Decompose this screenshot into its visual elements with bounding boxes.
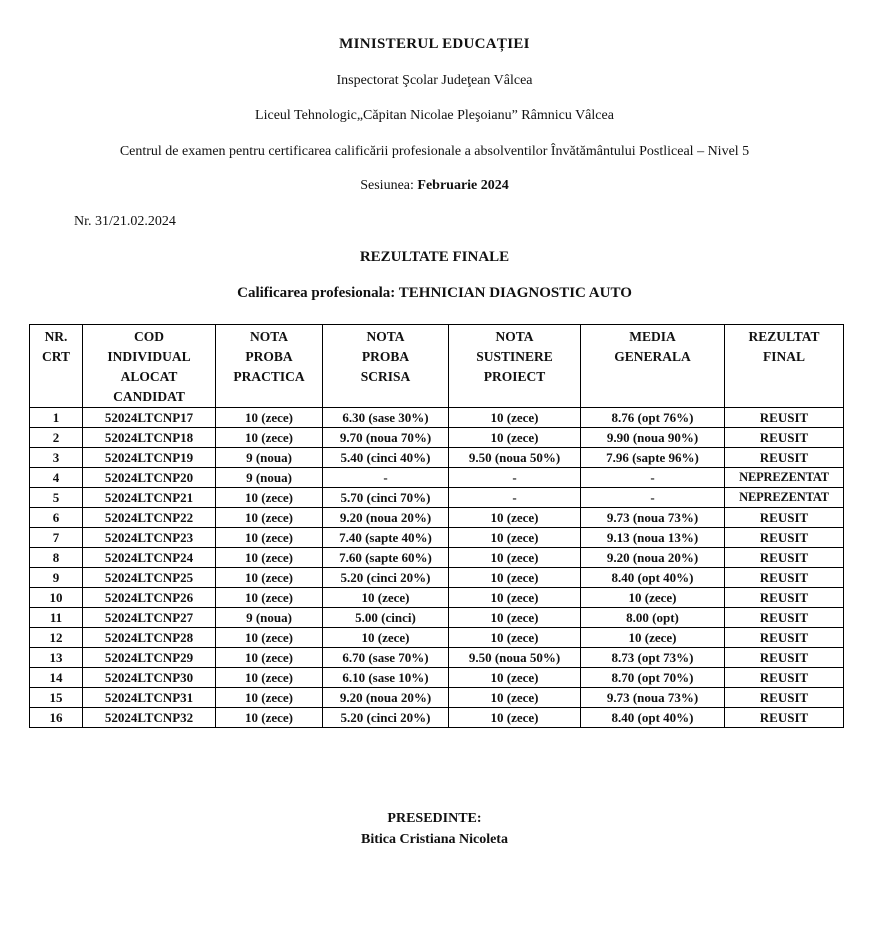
cell-nota-scrisa: 9.20 (noua 20%): [323, 688, 449, 708]
cell-media: 8.40 (opt 40%): [581, 568, 725, 588]
cell-nota-scrisa: 5.20 (cinci 20%): [323, 708, 449, 728]
cell-media: -: [581, 488, 725, 508]
cell-media: 9.90 (noua 90%): [581, 428, 725, 448]
cell-nota-proiect: 10 (zece): [449, 668, 581, 688]
col-nota-proiect-header: [449, 325, 581, 408]
col-nr-crt-header: [30, 325, 83, 408]
cell-nota-practica: 9 (noua): [216, 448, 323, 468]
cell-nota-proiect: 9.50 (noua 50%): [449, 648, 581, 668]
table-row: [30, 448, 844, 468]
cell-nota-scrisa: 6.30 (sase 30%): [323, 408, 449, 428]
header-line: PROIECT: [483, 369, 546, 384]
cell-nota-scrisa: 5.00 (cinci): [323, 608, 449, 628]
cell-nr: 12: [30, 628, 83, 648]
cell-nota-practica: 10 (zece): [216, 488, 323, 508]
cell-media: 8.76 (opt 76%): [581, 408, 725, 428]
table-row: [30, 648, 844, 668]
cell-cod: 52024LTCNP31: [83, 688, 216, 708]
cell-nota-proiect: 10 (zece): [449, 568, 581, 588]
header-line: NOTA: [495, 329, 534, 344]
table-row: [30, 428, 844, 448]
cell-nota-proiect: 10 (zece): [449, 628, 581, 648]
cell-media: 10 (zece): [581, 628, 725, 648]
cell-nota-scrisa: 9.70 (noua 70%): [323, 428, 449, 448]
school-name: Liceul Tehnologic„Căpitan Nicolae Pleşoianu” Râmnicu Vâlcea: [255, 108, 614, 123]
cell-rezultat: REUSIT: [725, 688, 844, 708]
header-line: INDIVIDUAL: [107, 349, 191, 364]
cell-rezultat: REUSIT: [725, 528, 844, 548]
cell-rezultat: REUSIT: [725, 508, 844, 528]
cell-nota-proiect: 10 (zece): [449, 548, 581, 568]
cell-cod: 52024LTCNP29: [83, 648, 216, 668]
cell-cod: 52024LTCNP27: [83, 608, 216, 628]
cell-nr: 15: [30, 688, 83, 708]
cell-media: 9.73 (noua 73%): [581, 508, 725, 528]
table-row: [30, 568, 844, 588]
qualification-line: Calificarea profesionala: TEHNICIAN DIAGNOSTIC AUTO: [237, 285, 632, 301]
cell-nr: 8: [30, 548, 83, 568]
col-media-generala-header: [581, 325, 725, 408]
cell-nr: 14: [30, 668, 83, 688]
cell-rezultat: REUSIT: [725, 648, 844, 668]
cell-nr: 11: [30, 608, 83, 628]
table-row: [30, 608, 844, 628]
cell-cod: 52024LTCNP18: [83, 428, 216, 448]
cell-nota-scrisa: 5.40 (cinci 40%): [323, 448, 449, 468]
col-nota-practica-header: [216, 325, 323, 408]
cell-media: 9.73 (noua 73%): [581, 688, 725, 708]
cell-nota-proiect: -: [449, 488, 581, 508]
cell-cod: 52024LTCNP24: [83, 548, 216, 568]
header-line: PROBA: [361, 349, 410, 364]
cell-cod: 52024LTCNP25: [83, 568, 216, 588]
cell-nr: 16: [30, 708, 83, 728]
registration-number: Nr. 31/21.02.2024: [74, 214, 176, 229]
cell-cod: 52024LTCNP23: [83, 528, 216, 548]
cell-rezultat: REUSIT: [725, 548, 844, 568]
cell-cod: 52024LTCNP22: [83, 508, 216, 528]
cell-rezultat: REUSIT: [725, 668, 844, 688]
cell-rezultat: NEPREZENTAT: [725, 468, 844, 488]
cell-nota-proiect: 10 (zece): [449, 508, 581, 528]
header-line: GENERALA: [614, 349, 691, 364]
cell-rezultat: REUSIT: [725, 428, 844, 448]
cell-nota-proiect: -: [449, 468, 581, 488]
header-line: SCRISA: [360, 369, 411, 384]
header-line: COD: [134, 329, 164, 344]
cell-nota-scrisa: 10 (zece): [323, 628, 449, 648]
cell-cod: 52024LTCNP28: [83, 628, 216, 648]
cell-nota-practica: 10 (zece): [216, 508, 323, 528]
cell-nota-scrisa: 7.40 (sapte 40%): [323, 528, 449, 548]
cell-nr: 5: [30, 488, 83, 508]
cell-nota-proiect: 10 (zece): [449, 408, 581, 428]
table-row: [30, 688, 844, 708]
cell-rezultat: NEPREZENTAT: [725, 488, 844, 508]
cell-nota-scrisa: 6.70 (sase 70%): [323, 648, 449, 668]
cell-rezultat: REUSIT: [725, 448, 844, 468]
cell-nota-scrisa: -: [323, 468, 449, 488]
col-rezultat-final-header: [725, 325, 844, 408]
cell-nota-scrisa: 9.20 (noua 20%): [323, 508, 449, 528]
cell-nota-practica: 10 (zece): [216, 408, 323, 428]
table-row: [30, 668, 844, 688]
cell-nota-practica: 10 (zece): [216, 628, 323, 648]
col-cod-candidat-header: [83, 325, 216, 408]
session-label: Sesiunea:: [360, 178, 414, 193]
cell-nota-scrisa: 5.70 (cinci 70%): [323, 488, 449, 508]
cell-nr: 2: [30, 428, 83, 448]
cell-media: 7.96 (sapte 96%): [581, 448, 725, 468]
table-row: [30, 708, 844, 728]
cell-nr: 10: [30, 588, 83, 608]
cell-rezultat: REUSIT: [725, 588, 844, 608]
cell-media: -: [581, 468, 725, 488]
cell-nr: 4: [30, 468, 83, 488]
table-body: [30, 408, 844, 728]
cell-nota-practica: 10 (zece): [216, 668, 323, 688]
table-row: [30, 468, 844, 488]
cell-nota-scrisa: 5.20 (cinci 20%): [323, 568, 449, 588]
president-label: PRESEDINTE:: [387, 811, 482, 826]
session-line: [0, 178, 869, 194]
table-row: [30, 488, 844, 508]
cell-media: 8.00 (opt): [581, 608, 725, 628]
ministry-name: MINISTERUL EDUCAȚIEI: [339, 36, 530, 52]
header-line: PRACTICA: [233, 369, 305, 384]
cell-rezultat: REUSIT: [725, 628, 844, 648]
exam-center-name: Centrul de examen pentru certificarea calificării profesionale a absolventilor Învătământului Postliceal – Nivel 5: [119, 144, 750, 159]
cell-cod: 52024LTCNP20: [83, 468, 216, 488]
header-line: ALOCAT: [120, 369, 178, 384]
cell-media: 8.73 (opt 73%): [581, 648, 725, 668]
cell-media: 9.13 (noua 13%): [581, 528, 725, 548]
table-row: [30, 588, 844, 608]
header-line: REZULTAT: [748, 329, 820, 344]
cell-cod: 52024LTCNP30: [83, 668, 216, 688]
cell-nota-practica: 9 (noua): [216, 468, 323, 488]
header-line: NOTA: [366, 329, 405, 344]
cell-nr: 1: [30, 408, 83, 428]
cell-nr: 13: [30, 648, 83, 668]
cell-nr: 3: [30, 448, 83, 468]
cell-nota-proiect: 9.50 (noua 50%): [449, 448, 581, 468]
cell-nota-proiect: 10 (zece): [449, 428, 581, 448]
cell-rezultat: REUSIT: [725, 608, 844, 628]
cell-media: 8.70 (opt 70%): [581, 668, 725, 688]
cell-nota-practica: 10 (zece): [216, 548, 323, 568]
cell-nota-proiect: 10 (zece): [449, 608, 581, 628]
table-row: [30, 528, 844, 548]
cell-nota-practica: 10 (zece): [216, 648, 323, 668]
results-table: [29, 324, 844, 728]
table-row: [30, 408, 844, 428]
president-name: Bitica Cristiana Nicoleta: [361, 832, 508, 847]
cell-nota-proiect: 10 (zece): [449, 708, 581, 728]
cell-cod: 52024LTCNP26: [83, 588, 216, 608]
cell-nr: 7: [30, 528, 83, 548]
header-line: MEDIA: [629, 329, 676, 344]
cell-rezultat: REUSIT: [725, 408, 844, 428]
cell-nota-proiect: 10 (zece): [449, 528, 581, 548]
inspectorate-name: Inspectorat Şcolar Judeţean Vâlcea: [336, 73, 533, 88]
document-title: REZULTATE FINALE: [359, 249, 510, 265]
cell-cod: 52024LTCNP19: [83, 448, 216, 468]
cell-nota-scrisa: 10 (zece): [323, 588, 449, 608]
header-line: SUSTINERE: [476, 349, 553, 364]
cell-nota-proiect: 10 (zece): [449, 688, 581, 708]
table-row: [30, 508, 844, 528]
cell-nota-proiect: 10 (zece): [449, 588, 581, 608]
cell-nota-practica: 10 (zece): [216, 708, 323, 728]
cell-nota-practica: 10 (zece): [216, 688, 323, 708]
cell-rezultat: REUSIT: [725, 568, 844, 588]
header-line: PROBA: [245, 349, 293, 364]
cell-cod: 52024LTCNP17: [83, 408, 216, 428]
cell-nota-practica: 10 (zece): [216, 588, 323, 608]
cell-nota-practica: 10 (zece): [216, 428, 323, 448]
cell-nota-practica: 10 (zece): [216, 528, 323, 548]
cell-media: 9.20 (noua 20%): [581, 548, 725, 568]
table-row: [30, 628, 844, 648]
header-line: FINAL: [762, 349, 805, 364]
table-header-row: [30, 325, 844, 408]
session-value: Februarie 2024: [417, 178, 509, 193]
cell-nr: 9: [30, 568, 83, 588]
cell-nota-practica: 9 (noua): [216, 608, 323, 628]
col-nota-scrisa-header: [323, 325, 449, 408]
cell-media: 8.40 (opt 40%): [581, 708, 725, 728]
cell-media: 10 (zece): [581, 588, 725, 608]
cell-cod: 52024LTCNP32: [83, 708, 216, 728]
cell-cod: 52024LTCNP21: [83, 488, 216, 508]
cell-nota-practica: 10 (zece): [216, 568, 323, 588]
header-line: NR.: [44, 329, 68, 344]
header-line: NOTA: [249, 329, 288, 344]
header-line: CRT: [41, 349, 71, 364]
table-row: [30, 548, 844, 568]
cell-nota-scrisa: 6.10 (sase 10%): [323, 668, 449, 688]
cell-nota-scrisa: 7.60 (sapte 60%): [323, 548, 449, 568]
header-line: CANDIDAT: [113, 389, 185, 404]
cell-rezultat: REUSIT: [725, 708, 844, 728]
cell-nr: 6: [30, 508, 83, 528]
